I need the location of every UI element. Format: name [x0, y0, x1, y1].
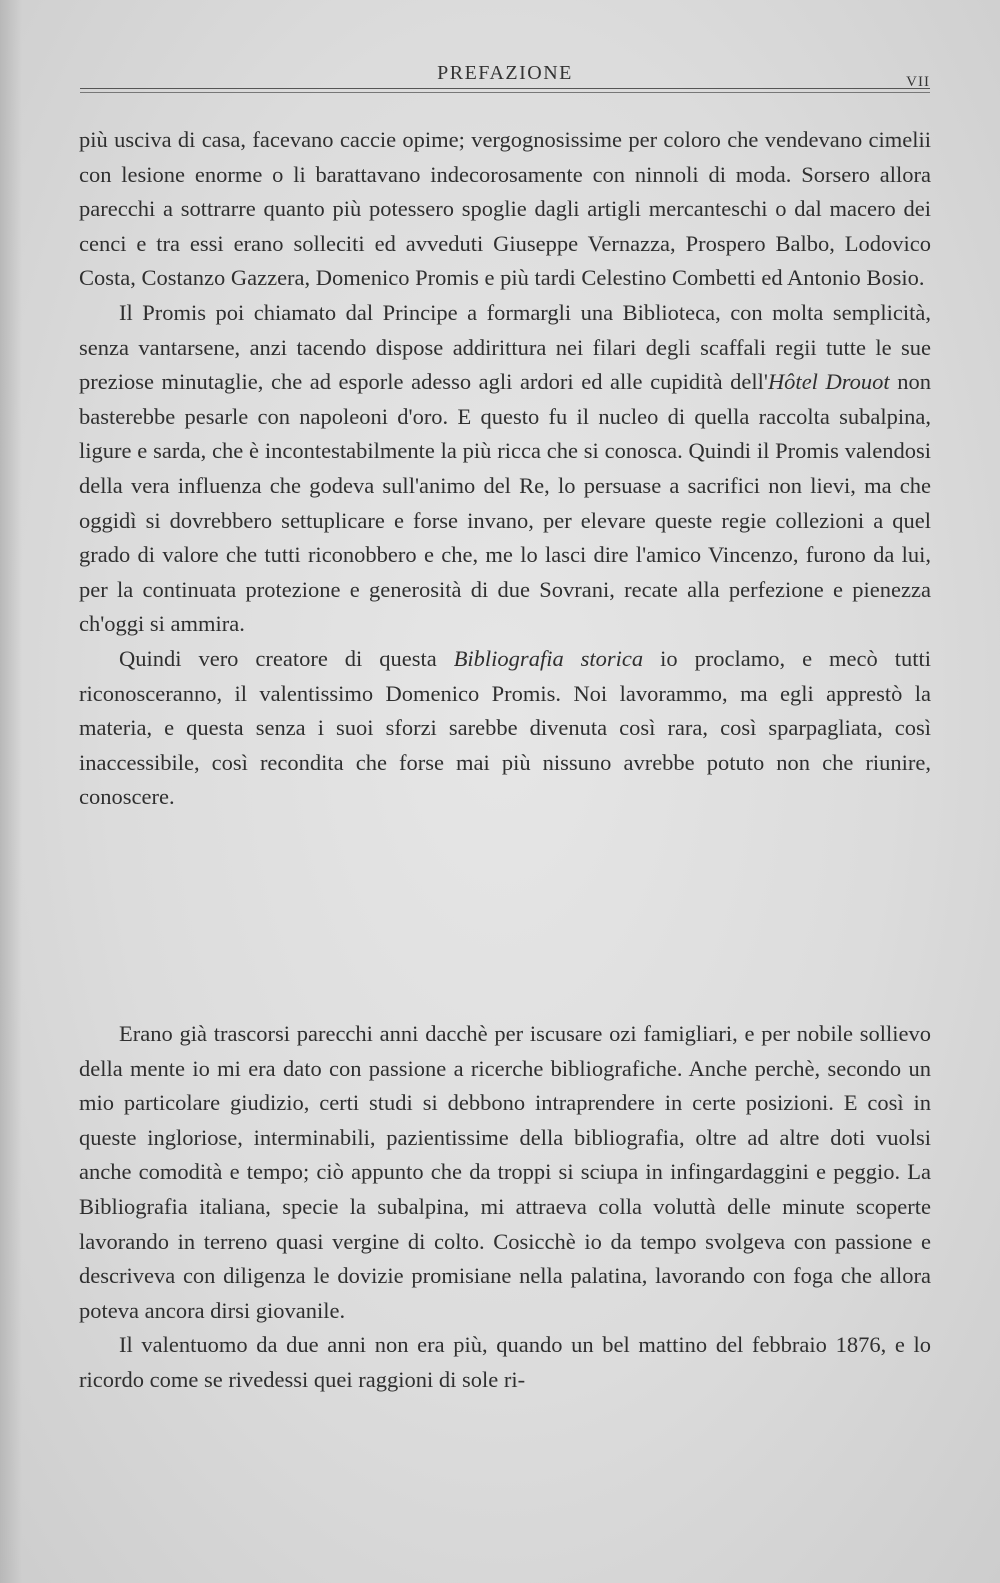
paragraph: Erano già trascorsi parecchi anni dacchè per iscusare ozi famigliari, e per nobile sollievo della mente io mi era dato con passione a ricerche bibliografiche. Anche perchè, secondo un mio particolare giudizio, certi studi si debbono intraprendere in certe posizioni. E così in queste ingloriose, interminabili, pazientissime della bibliografia, oltre ad altre doti vuolsi anche comodità e tempo; ciò appunto che da troppi si sciupa in infingardaggini e peggio. La Bibliografia italiana, specie la subalpina, mi attraeva colla voluttà delle minute scoperte lavorando in terreno quasi vergine di colto. Cosicchè io da tempo svolgeva con passione e descriveva con diligenza le dovizie promisiane nella palatina, lavorando con foga che allora poteva ancora dirsi giovanile.	[79, 1021, 931, 1323]
paragraph-text: più usciva di casa, facevano caccie opime; vergognosissime per coloro che vendevano cimelii con lesione enorme o li barattavano indecorosamente con ninnoli di moda. Sorsero allora parecchi a sottrarre quanto più potessero spoglie dagli artigli mercanteschi o dal macero dei cenci e tra essi erano solleciti ed avveduti Giuseppe Vernazza, Prospero Balbo, Lodovico Costa, Costanzo Gazzera, Domenico Promis e più tardi Celestino Combetti ed Antonio Bosio.	[79, 127, 931, 291]
italic-title-hotel-drouot: Hôtel Drouot	[767, 369, 890, 395]
header-rule	[80, 88, 930, 93]
paragraph	[79, 296, 931, 642]
italic-title-bibliografia-storica: Bibliografia storica	[453, 645, 644, 671]
text-block-2	[79, 1017, 931, 1398]
paragraph-text: io proclamo, e mecò tutti riconosceranno, il valentissimo Domenico Promis. Noi lavorammo, ma egli apprestò la materia, e questa senza i suoi sforzi sarebbe divenuta così rara, così sparpagliata, così inaccessibile, così recondita che forse mai più nissuno avrebbe potuto non che riunire, conoscere.	[79, 645, 931, 810]
paragraph-text: Quindi vero creatore di questa	[119, 645, 454, 671]
text-block-1	[79, 123, 931, 815]
paragraph-text: Il Promis poi chiamato dal Principe a formargli una Biblioteca, con molta semplicità, senza vantarsene, anzi tacendo dispose addirittura nei filari degli scaffali regii tutte le sue preziose minutaglie, che ad esporle adesso agli ardori ed alle cupidità dell'	[79, 299, 931, 395]
paragraph	[79, 642, 931, 815]
running-head-title: PREFAZIONE	[437, 62, 573, 84]
paragraph-continuation	[79, 123, 931, 296]
running-head	[80, 58, 930, 98]
paragraph-text: non basterebbe pesarle con napoleoni d'oro. E questo fu il nucleo di quella raccolta subalpina, ligure e sarda, che è incontestabilmente la più ricca che si conosca. Quindi il Promis valendosi della vera influenza che godeva sull'animo del Re, lo persuase a sacrifici non lievi, ma che oggidì si dovrebbero settuplicare e forse invano, per elevare queste regie collezioni a quel grado di valore che tutti riconobbero e che, me lo lasci dire l'amico Vincenzo, furono da lui, per la continuata protezione e generosità di due Sovrani, recate alla perfezione e pienezza ch'oggi si ammira.	[79, 369, 931, 637]
page-number: VII	[906, 74, 930, 90]
paragraph: Il valentuomo da due anni non era più, quando un bel mattino del febbraio 1876, e lo ricordo come se rivedessi quei raggioni di sole ri-	[79, 1332, 931, 1392]
